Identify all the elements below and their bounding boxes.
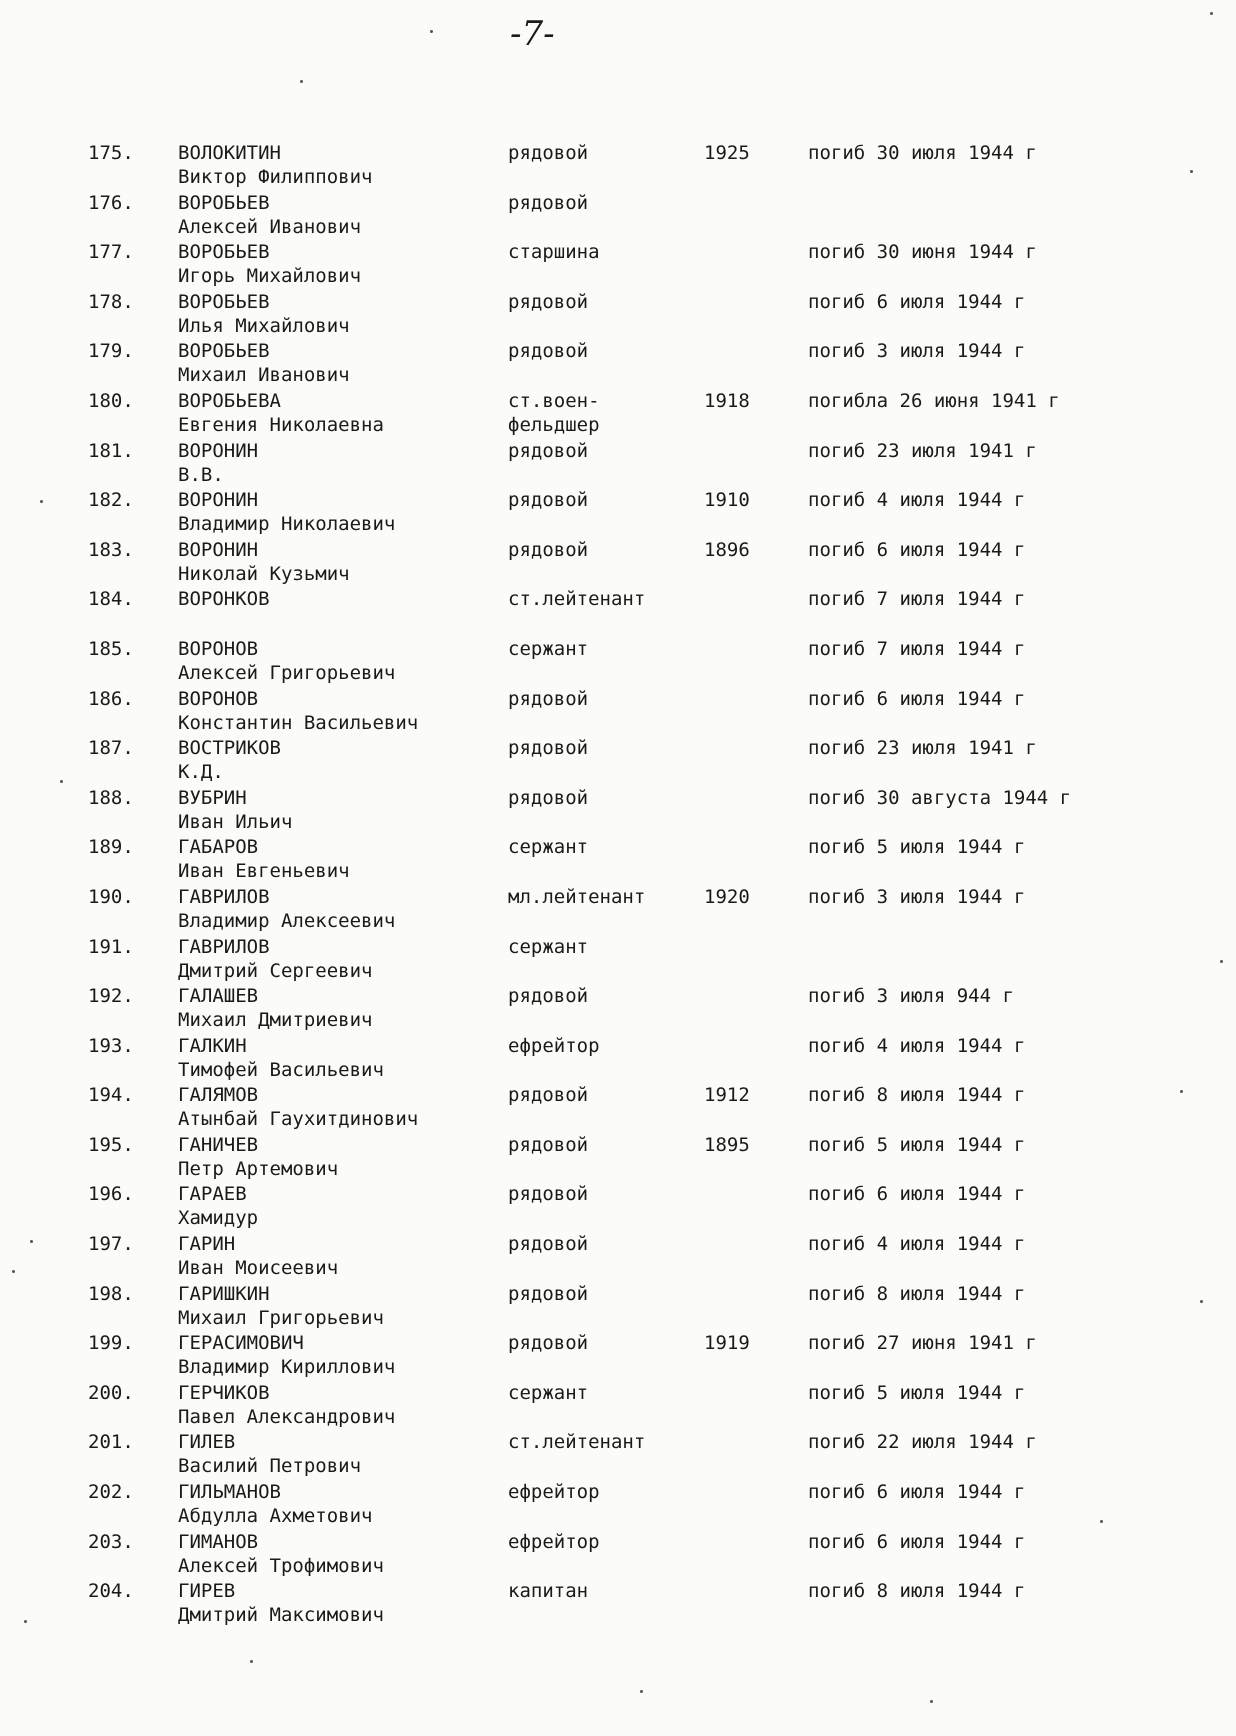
entry-number: 191.	[88, 935, 134, 958]
entry-number: 204.	[88, 1580, 134, 1603]
entry-surname: ВОРОБЬЕВ	[178, 340, 270, 363]
entry-fate: погиб 5 июля 1944 г	[808, 836, 1026, 859]
list-item	[0, 1481, 1236, 1531]
entry-fate: погиб 22 июля 1944 г	[808, 1431, 1037, 1454]
entry-rank: рядовой	[508, 1233, 589, 1256]
entry-rank: рядовой	[508, 737, 589, 760]
scan-speck	[60, 780, 63, 783]
entry-number: 190.	[88, 885, 134, 908]
entry-surname: ГИРЕВ	[178, 1580, 236, 1603]
list-item	[0, 787, 1236, 837]
entry-given-names: Владимир Кириллович	[178, 1356, 396, 1379]
entry-number: 180.	[88, 389, 134, 412]
entry-surname: ВОРОБЬЕВ	[178, 290, 270, 313]
entry-given-names: Виктор Филиппович	[178, 166, 373, 188]
scan-speck	[24, 1620, 27, 1623]
entry-rank: сержант	[508, 1381, 589, 1404]
entry-number: 182.	[88, 489, 134, 512]
page-number: -7-	[510, 14, 555, 54]
list-item	[0, 539, 1236, 589]
list-item	[0, 142, 1236, 192]
scan-speck	[1210, 12, 1213, 15]
entry-fate: погиб 23 июля 1941 г	[808, 439, 1037, 462]
entry-fate: погиб 7 июля 1944 г	[808, 637, 1026, 660]
list-item	[0, 936, 1236, 986]
entry-given-names: Алексей Трофимович	[178, 1554, 384, 1577]
scan-speck	[300, 80, 303, 83]
entry-surname: ГАРИН	[178, 1233, 236, 1256]
entry-fate: погиб 6 июля 1944 г	[808, 1481, 1026, 1504]
entry-given-names: Илья Михайлович	[178, 314, 350, 337]
entry-number: 186.	[88, 687, 134, 710]
entry-surname: ГАЛКИН	[178, 1034, 247, 1057]
entry-surname: ВОРОБЬЕВ	[178, 191, 270, 214]
entry-surname: ВОРОНОВ	[178, 687, 259, 710]
entry-number: 198.	[88, 1282, 134, 1305]
entry-number: 185.	[88, 637, 134, 660]
entry-number: 183.	[88, 538, 134, 561]
entry-surname: ГИЛЬМАНОВ	[178, 1481, 281, 1504]
entry-rank: мл.лейтенант	[508, 885, 646, 908]
entry-given-names: В.В.	[178, 463, 224, 486]
entry-rank: рядовой	[508, 340, 589, 363]
list-item	[0, 489, 1236, 539]
entry-surname: ВОСТРИКОВ	[178, 737, 281, 760]
entry-fate: погиб 3 июля 1944 г	[808, 340, 1026, 363]
scan-speck	[250, 1660, 253, 1663]
scan-speck	[1100, 1520, 1103, 1523]
list-item	[0, 1233, 1236, 1283]
entry-fate: погиб 6 июля 1944 г	[808, 1530, 1026, 1553]
entry-given-names: Игорь Михайлович	[178, 265, 362, 288]
entry-rank: ст.воен-	[508, 389, 600, 412]
entry-rank: сержант	[508, 935, 589, 958]
entry-surname: ВОРОБЬЕВ	[178, 241, 270, 264]
list-item	[0, 1580, 1236, 1630]
entry-rank: рядовой	[508, 1084, 589, 1107]
entry-rank: старшина	[508, 241, 600, 264]
entry-birth-year: 1925	[704, 142, 750, 164]
list-item	[0, 291, 1236, 341]
list-item	[0, 192, 1236, 242]
entry-surname: ВОРОНИН	[178, 538, 259, 561]
entry-given-names: Тимофей Васильевич	[178, 1058, 384, 1081]
entry-fate: погиб 30 июня 1944 г	[808, 241, 1037, 264]
entry-given-names: Абдулла Ахметович	[178, 1505, 373, 1528]
entry-number: 187.	[88, 737, 134, 760]
entry-given-names: Павел Александрович	[178, 1405, 396, 1428]
entry-rank: рядовой	[508, 786, 589, 809]
list-item	[0, 1134, 1236, 1184]
entry-given-names: Дмитрий Сергеевич	[178, 959, 373, 982]
entry-given-names: Иван Ильич	[178, 810, 293, 833]
entry-birth-year: 1895	[704, 1133, 750, 1156]
entry-number: 178.	[88, 290, 134, 313]
entry-number: 196.	[88, 1183, 134, 1206]
entry-given-names: Василий Петрович	[178, 1455, 362, 1478]
entry-rank: рядовой	[508, 1183, 589, 1206]
entry-fate: погиб 5 июля 1944 г	[808, 1381, 1026, 1404]
entry-surname: ВОРОБЬЕВА	[178, 389, 281, 412]
entry-fate: погиб 3 июля 944 г	[808, 985, 1014, 1008]
scan-speck	[1200, 1300, 1203, 1303]
entry-surname: ВОРОНКОВ	[178, 588, 270, 611]
entry-given-names: Иван Евгеньевич	[178, 860, 350, 883]
list-item	[0, 1183, 1236, 1233]
entry-fate: погиб 4 июля 1944 г	[808, 1034, 1026, 1057]
entry-fate: погиб 8 июля 1944 г	[808, 1580, 1026, 1603]
entry-number: 203.	[88, 1530, 134, 1553]
list-item	[0, 1084, 1236, 1134]
entry-given-names: Алексей Григорьевич	[178, 661, 396, 684]
list-item	[0, 886, 1236, 936]
entry-rank: рядовой	[508, 985, 589, 1008]
entry-given-names: Алексей Иванович	[178, 215, 362, 238]
entry-surname: ГАНИЧЕВ	[178, 1133, 259, 1156]
scan-speck	[1180, 1090, 1183, 1093]
entry-surname: ГАБАРОВ	[178, 836, 259, 859]
entry-given-names: Владимир Алексеевич	[178, 909, 396, 932]
entry-surname: ВОЛОКИТИН	[178, 142, 281, 164]
entry-number: 199.	[88, 1332, 134, 1355]
entry-birth-year: 1896	[704, 538, 750, 561]
entry-number: 189.	[88, 836, 134, 859]
entry-rank: сержант	[508, 637, 589, 660]
entry-number: 175.	[88, 142, 134, 164]
entry-rank: сержант	[508, 836, 589, 859]
list-item	[0, 440, 1236, 490]
entry-rank: ст.лейтенант	[508, 1431, 646, 1454]
entry-fate: погиб 6 июля 1944 г	[808, 687, 1026, 710]
list-item	[0, 1531, 1236, 1581]
entry-rank: ефрейтор	[508, 1530, 600, 1553]
entry-number: 202.	[88, 1481, 134, 1504]
entry-number: 197.	[88, 1233, 134, 1256]
entry-rank: рядовой	[508, 191, 589, 214]
entry-surname: ГАРИШКИН	[178, 1282, 270, 1305]
entry-surname: ГАЛАШЕВ	[178, 985, 259, 1008]
entry-fate: погиб 6 июля 1944 г	[808, 1183, 1026, 1206]
entry-birth-year: 1920	[704, 885, 750, 908]
entry-fate: погиб 4 июля 1944 г	[808, 489, 1026, 512]
list-item	[0, 588, 1236, 638]
entry-number: 195.	[88, 1133, 134, 1156]
entry-rank: рядовой	[508, 1282, 589, 1305]
entry-surname: ВУБРИН	[178, 786, 247, 809]
entry-number: 181.	[88, 439, 134, 462]
list-item	[0, 1283, 1236, 1333]
list-item	[0, 241, 1236, 291]
scan-speck	[30, 1240, 33, 1243]
list-item	[0, 1431, 1236, 1481]
entry-surname: ВОРОНИН	[178, 439, 259, 462]
entry-rank: рядовой	[508, 687, 589, 710]
entry-number: 201.	[88, 1431, 134, 1454]
entry-given-names: Константин Васильевич	[178, 711, 419, 734]
entry-given-names: Хамидур	[178, 1207, 259, 1230]
entry-fate: погиб 6 июля 1944 г	[808, 290, 1026, 313]
entry-surname: ВОРОНОВ	[178, 637, 259, 660]
entry-rank: рядовой	[508, 538, 589, 561]
entry-fate: погиб 6 июля 1944 г	[808, 538, 1026, 561]
scan-speck	[1220, 960, 1223, 963]
entry-number: 194.	[88, 1084, 134, 1107]
entry-rank: ст.лейтенант	[508, 588, 646, 611]
entry-number: 193.	[88, 1034, 134, 1057]
list-item	[0, 1332, 1236, 1382]
entry-rank: капитан	[508, 1580, 589, 1603]
entry-surname: ГИЛЕВ	[178, 1431, 236, 1454]
entry-rank: рядовой	[508, 1332, 589, 1355]
entry-given-names: Иван Моисеевич	[178, 1257, 339, 1280]
entry-fate: погиб 5 июля 1944 г	[808, 1133, 1026, 1156]
entry-number: 184.	[88, 588, 134, 611]
entry-rank-continued: фельдшер	[508, 413, 600, 436]
entry-given-names: Атынбай Гаухитдинович	[178, 1108, 419, 1131]
entry-rank: рядовой	[508, 439, 589, 462]
entry-rank: рядовой	[508, 142, 589, 164]
entry-given-names: К.Д.	[178, 761, 224, 784]
entry-rank: рядовой	[508, 1133, 589, 1156]
entry-fate: погиб 27 июня 1941 г	[808, 1332, 1037, 1355]
entry-number: 177.	[88, 241, 134, 264]
entry-surname: ГАВРИЛОВ	[178, 935, 270, 958]
entry-rank: рядовой	[508, 290, 589, 313]
entry-rank: ефрейтор	[508, 1481, 600, 1504]
entry-fate: погиб 30 июля 1944 г	[808, 142, 1037, 164]
entry-birth-year: 1918	[704, 389, 750, 412]
entry-surname: ГЕРАСИМОВИЧ	[178, 1332, 304, 1355]
scan-speck	[1190, 170, 1193, 173]
entry-given-names: Петр Артемович	[178, 1157, 339, 1180]
list-item	[0, 836, 1236, 886]
entry-birth-year: 1910	[704, 489, 750, 512]
list-item	[0, 985, 1236, 1035]
entry-number: 200.	[88, 1381, 134, 1404]
entry-rank: рядовой	[508, 489, 589, 512]
entry-given-names: Дмитрий Максимович	[178, 1604, 384, 1627]
entry-given-names: Евгения Николаевна	[178, 413, 384, 436]
scan-speck	[40, 500, 43, 503]
entry-birth-year: 1919	[704, 1332, 750, 1355]
scan-speck	[930, 1700, 933, 1703]
list-item	[0, 340, 1236, 390]
entry-number: 192.	[88, 985, 134, 1008]
entry-number: 176.	[88, 191, 134, 214]
list-item	[0, 390, 1236, 440]
entry-surname: ВОРОНИН	[178, 489, 259, 512]
entry-fate: погиб 30 августа 1944 г	[808, 786, 1072, 809]
entry-rank: ефрейтор	[508, 1034, 600, 1057]
entry-given-names: Михаил Иванович	[178, 364, 350, 387]
entry-fate: погиб 8 июля 1944 г	[808, 1084, 1026, 1107]
list-item	[0, 688, 1236, 738]
entry-birth-year: 1912	[704, 1084, 750, 1107]
entry-surname: ГАВРИЛОВ	[178, 885, 270, 908]
entry-surname: ГАРАЕВ	[178, 1183, 247, 1206]
scan-speck	[640, 1690, 643, 1693]
entry-number: 188.	[88, 786, 134, 809]
entry-given-names: Михаил Дмитриевич	[178, 1009, 373, 1032]
entry-fate: погиб 23 июля 1941 г	[808, 737, 1037, 760]
entry-given-names: Михаил Григорьевич	[178, 1306, 384, 1329]
entry-fate: погиб 4 июля 1944 г	[808, 1233, 1026, 1256]
list-item	[0, 638, 1236, 688]
scan-speck	[430, 30, 433, 33]
list-item	[0, 1035, 1236, 1085]
entry-fate: погиб 8 июля 1944 г	[808, 1282, 1026, 1305]
entry-number: 179.	[88, 340, 134, 363]
entry-fate: погибла 26 июня 1941 г	[808, 389, 1060, 412]
list-item	[0, 737, 1236, 787]
entry-given-names: Николай Кузьмич	[178, 562, 350, 585]
entry-surname: ГИМАНОВ	[178, 1530, 259, 1553]
scan-speck	[12, 1270, 15, 1273]
entry-surname: ГЕРЧИКОВ	[178, 1381, 270, 1404]
roster-list	[0, 142, 1236, 1630]
entry-given-names: Владимир Николаевич	[178, 513, 396, 536]
entry-surname: ГАЛЯМОВ	[178, 1084, 259, 1107]
entry-fate: погиб 7 июля 1944 г	[808, 588, 1026, 611]
list-item	[0, 1382, 1236, 1432]
entry-fate: погиб 3 июля 1944 г	[808, 885, 1026, 908]
